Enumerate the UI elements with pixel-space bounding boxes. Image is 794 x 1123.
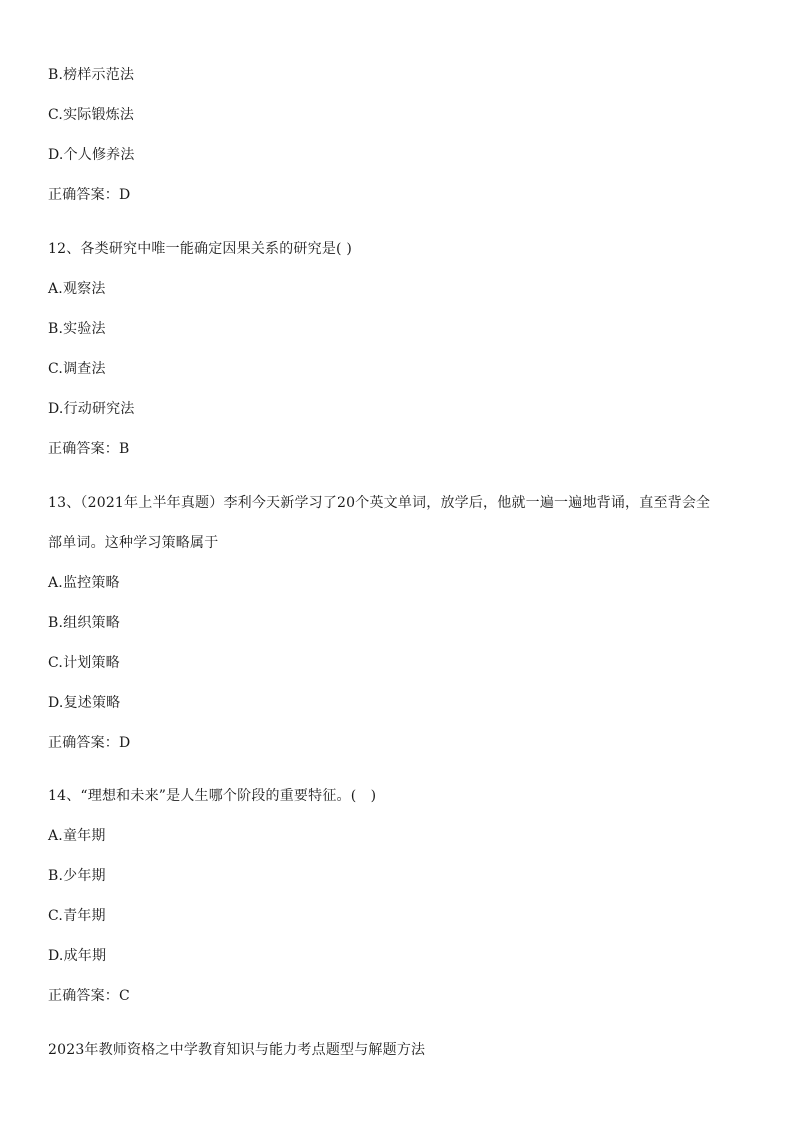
q12-option-c: C.调查法 [48, 361, 106, 377]
q12-answer: 正确答案：B [48, 441, 130, 457]
q13-option-a: A.监控策略 [48, 575, 120, 591]
q13-option-d: D.复述策略 [48, 695, 121, 711]
q14-option-d: D.成年期 [48, 948, 107, 964]
q13-question-line1: 13、（2021年上半年真题）李利今天新学习了20个英文单词，放学后，他就一遍一遍地背诵，直至背会全 [48, 495, 711, 511]
q14-question: 14、“理想和未来”是人生哪个阶段的重要特征。( ) [48, 788, 377, 804]
q13-answer: 正确答案：D [48, 735, 131, 751]
q12-option-b: B.实验法 [48, 321, 106, 337]
q14-answer: 正确答案：C [48, 988, 130, 1004]
q13-question-line2: 部单词。这种学习策略属于 [48, 535, 219, 551]
q11-option-d: D.个人修养法 [48, 147, 135, 163]
q13-option-c: C.计划策略 [48, 655, 120, 671]
q12-option-d: D.行动研究法 [48, 401, 135, 417]
q11-answer: 正确答案：D [48, 187, 131, 203]
q11-option-c: C.实际锻炼法 [48, 107, 135, 123]
q13-option-b: B.组织策略 [48, 615, 120, 631]
q14-option-b: B.少年期 [48, 868, 106, 884]
q12-question: 12、各类研究中唯一能确定因果关系的研究是( ) [48, 241, 352, 257]
q12-option-a: A.观察法 [48, 281, 106, 297]
q14-option-c: C.青年期 [48, 908, 106, 924]
q14-option-a: A.童年期 [48, 828, 106, 844]
footer-title: 2023年教师资格之中学教育知识与能力考点题型与解题方法 [48, 1042, 426, 1058]
q11-option-b: B.榜样示范法 [48, 67, 135, 83]
